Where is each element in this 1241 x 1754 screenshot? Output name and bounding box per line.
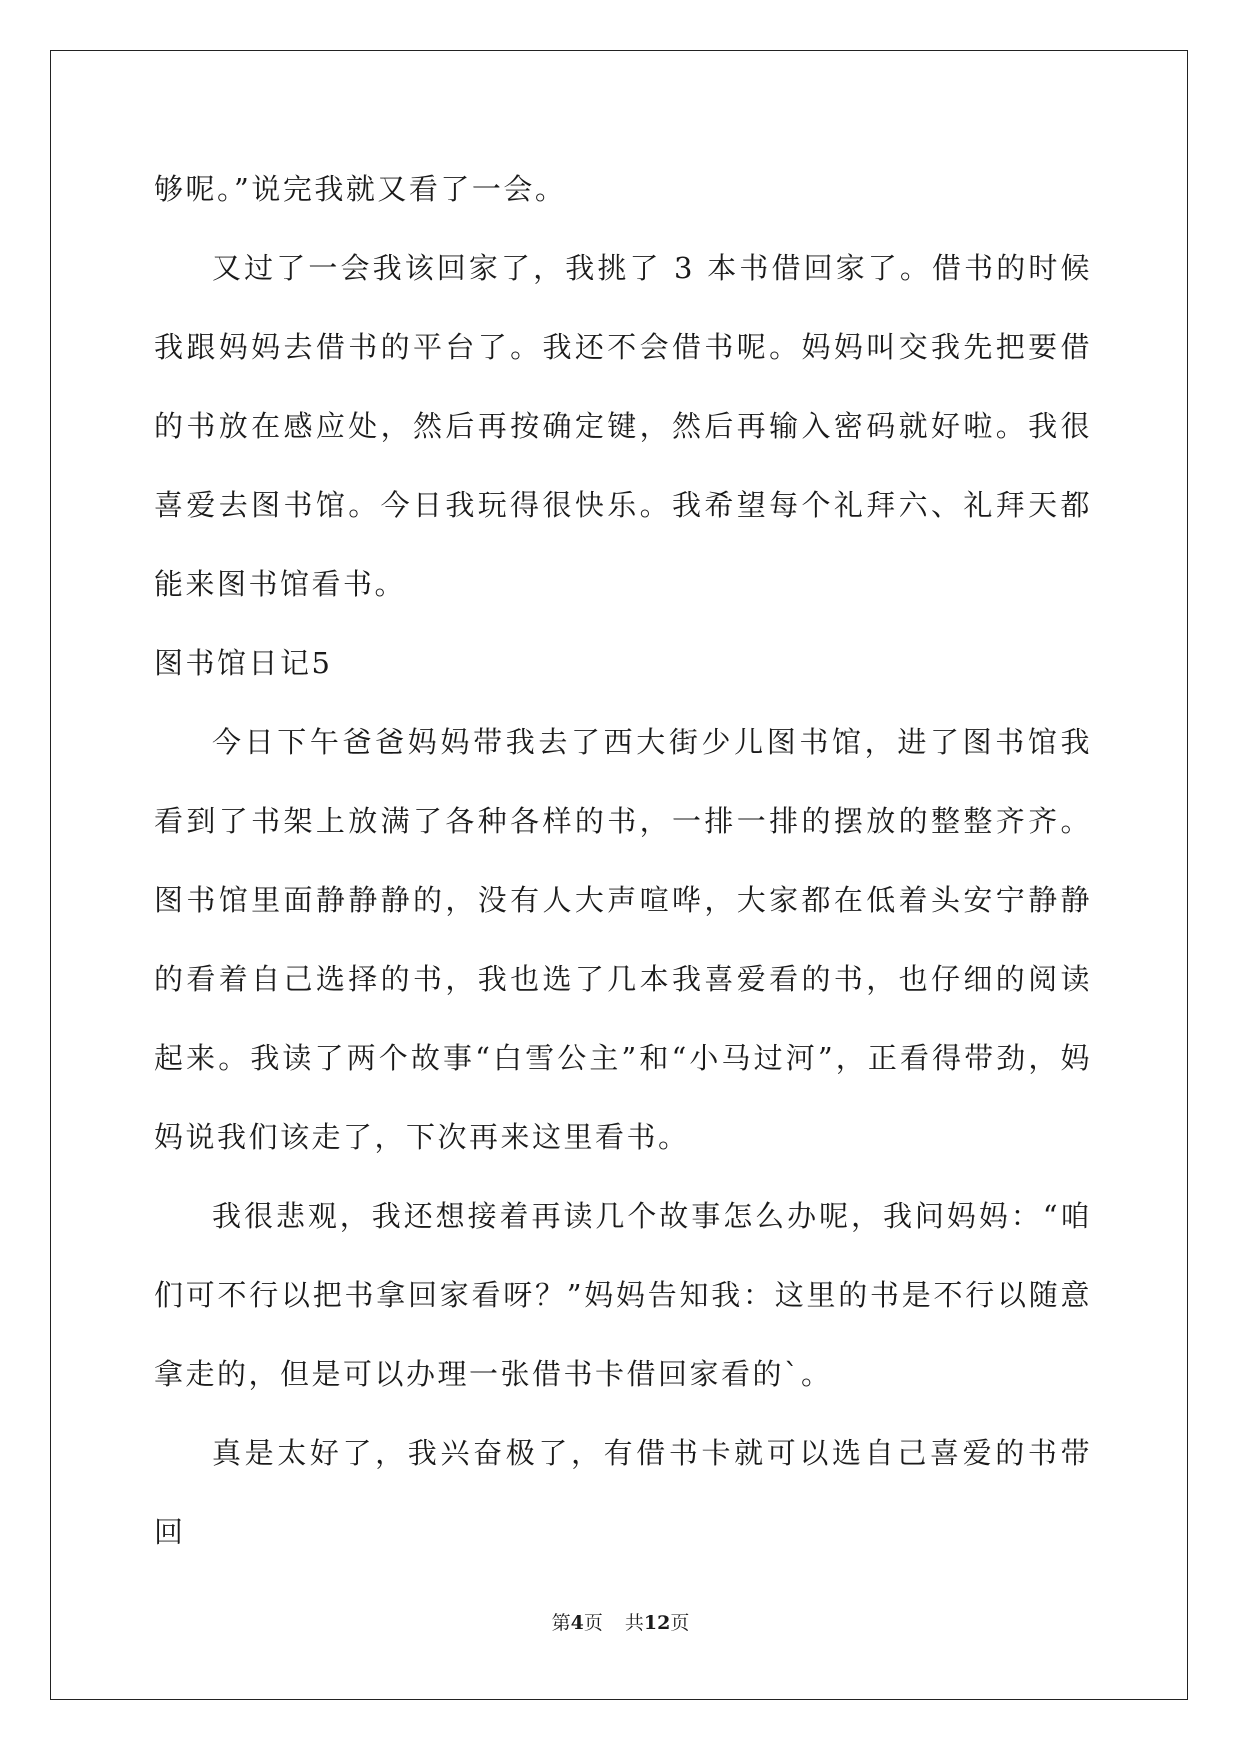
page-number: 4 [570,1612,584,1634]
section-title: 图书馆日记5 [154,646,333,680]
paragraph: 真是太好了，我兴奋极了，有借书卡就可以选自己喜爱的书带回 [154,1436,1092,1549]
total-pages: 12 [643,1612,671,1634]
paragraph: 今日下午爸爸妈妈带我去了西大街少儿图书馆，进了图书馆我看到了书架上放满了各种各样的书，一排一排的摆放的整整齐齐。图书馆里面静静静的，没有人大声喧哗，大家都在低着头安宁静静的看着自己选择的书，我也选了几本我喜爱看的书，也仔细的阅读起来。我读了两个故事“白雪公主”和“小马过河”，正看得带劲，妈妈说我们该走了，下次再来这里看书。 [154,725,1092,1154]
footer-total-prefix: 共 [624,1612,644,1634]
paragraph-continued: 够呢。”说完我就又看了一会。 [154,172,567,206]
page-footer [0,1608,1241,1635]
document-body [154,150,1092,1572]
paragraph: 我很悲观，我还想接着再读几个故事怎么办呢，我问妈妈：“咱们可不行以把书拿回家看呀？”妈妈告知我：这里的书是不行以随意拿走的，但是可以办理一张借书卡借回家看的`。 [154,1199,1092,1391]
paragraph: 又过了一会我该回家了，我挑了 3 本书借回家了。借书的时候我跟妈妈去借书的平台了。我还不会借书呢。妈妈叫交我先把要借的书放在感应处，然后再按确定键，然后再输入密码就好啦。我很喜爱去图书馆。今日我玩得很快乐。我希望每个礼拜六、礼拜天都能来图书馆看书。 [154,251,1092,601]
footer-total-suffix: 页 [670,1612,690,1634]
footer-page-suffix: 页 [583,1612,603,1634]
footer-prefix: 第 [551,1612,571,1634]
